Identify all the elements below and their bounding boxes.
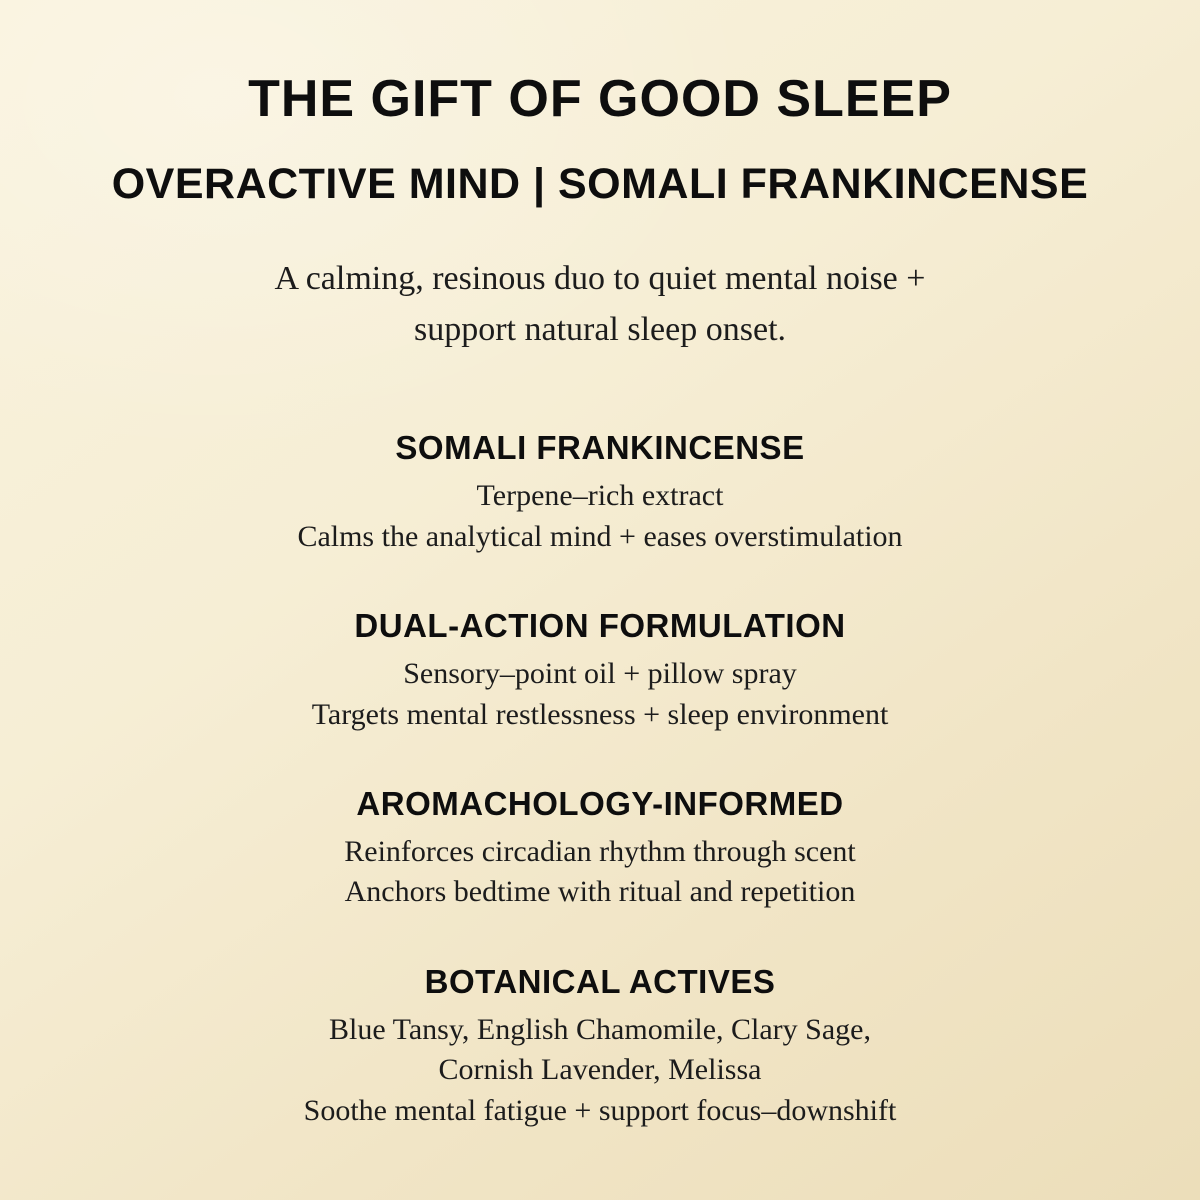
description-line: A calming, resinous duo to quiet mental noise + bbox=[274, 260, 926, 298]
info-sections bbox=[0, 427, 1200, 1131]
section-line: Terpene–rich extract bbox=[476, 479, 724, 513]
section-line: Calms the analytical mind + eases overstimulation bbox=[297, 519, 903, 553]
description bbox=[0, 253, 1200, 355]
section-line: Anchors bedtime with ritual and repetition bbox=[344, 875, 856, 909]
section-line: Blue Tansy, English Chamomile, Clary Sage, bbox=[328, 1012, 871, 1046]
section-somali-frankincense bbox=[0, 427, 1200, 557]
section-botanical-actives bbox=[0, 961, 1200, 1131]
section-line: Reinforces circadian rhythm through scent bbox=[344, 834, 856, 868]
description-line: support natural sleep onset. bbox=[413, 311, 787, 349]
section-aromachology-informed bbox=[0, 783, 1200, 913]
section-heading: SOMALI FRANKINCENSE bbox=[395, 429, 805, 467]
section-dual-action-formulation bbox=[0, 605, 1200, 735]
section-line: Targets mental restlessness + sleep environment bbox=[311, 697, 889, 731]
section-line: Soothe mental fatigue + support focus–downshift bbox=[303, 1093, 897, 1127]
section-heading: DUAL-ACTION FORMULATION bbox=[354, 607, 846, 645]
section-line: Cornish Lavender, Melissa bbox=[438, 1053, 762, 1087]
section-heading: BOTANICAL ACTIVES bbox=[424, 962, 776, 1000]
page-subtitle: OVERACTIVE MIND | SOMALI FRANKINCENSE bbox=[111, 159, 1089, 208]
section-line: Sensory–point oil + pillow spray bbox=[403, 657, 797, 691]
page-title: THE GIFT OF GOOD SLEEP bbox=[248, 70, 952, 128]
section-heading: AROMACHOLOGY-INFORMED bbox=[356, 785, 844, 823]
